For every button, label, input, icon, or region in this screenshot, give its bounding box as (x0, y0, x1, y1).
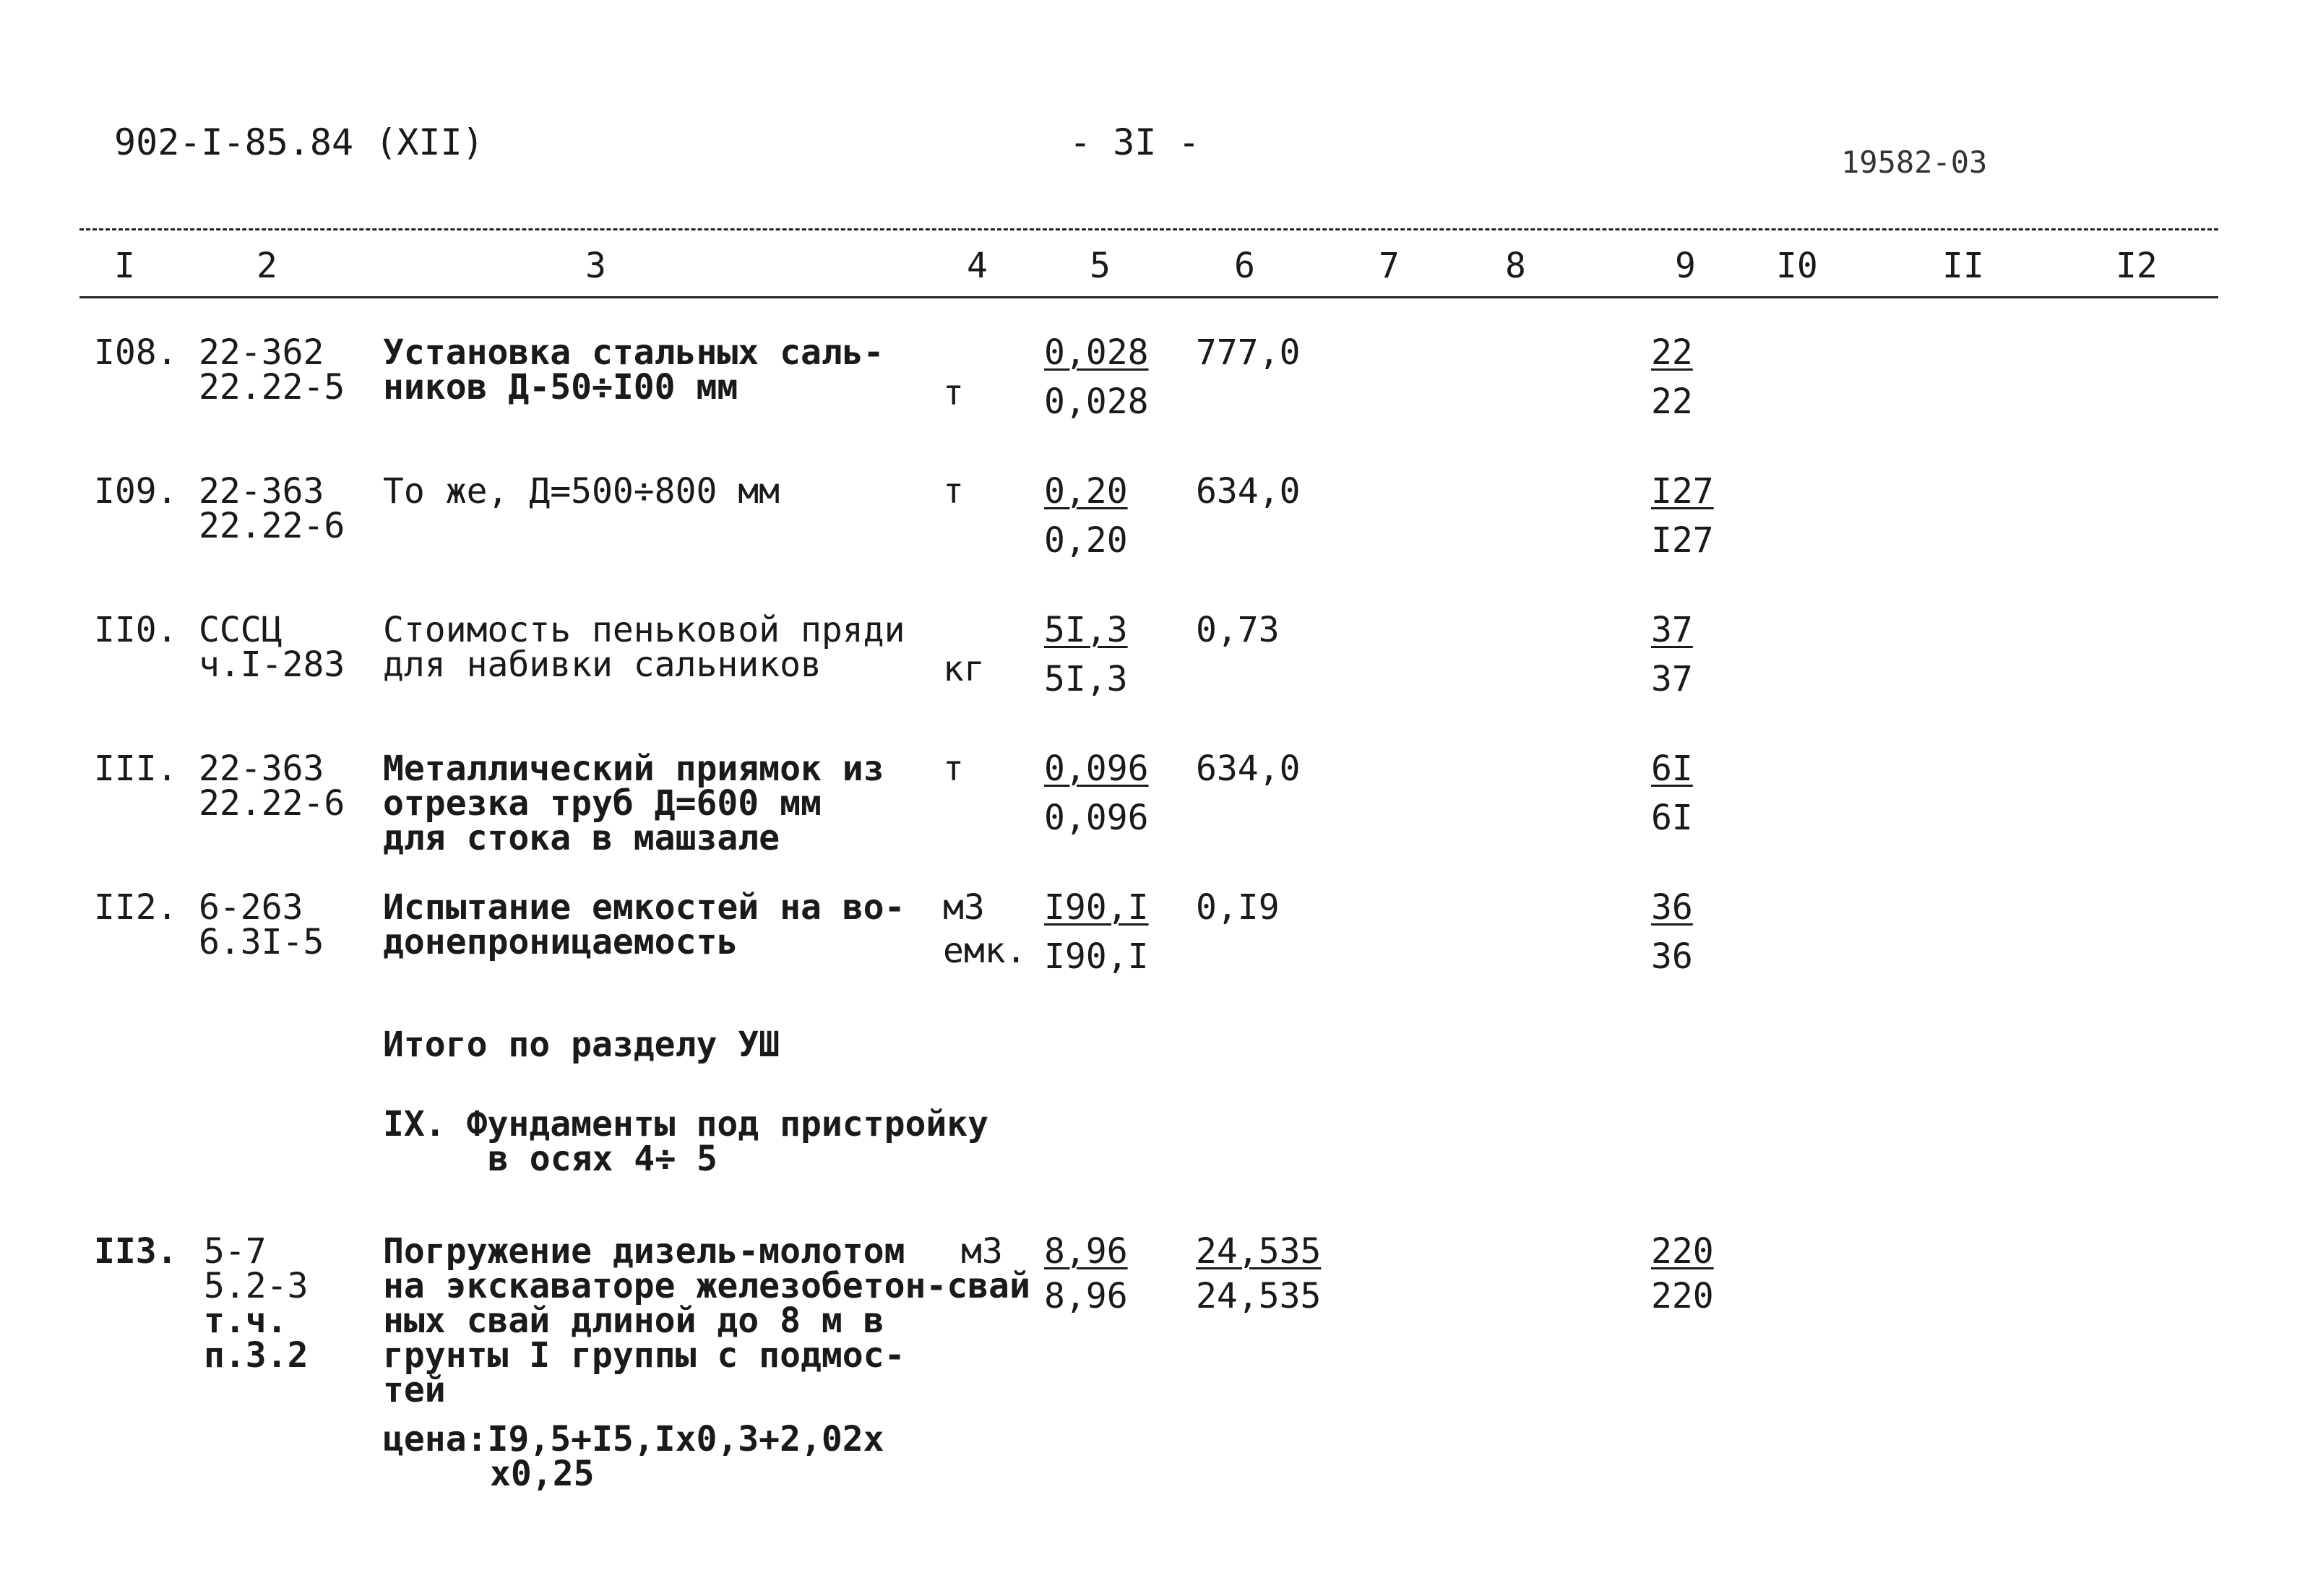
unit: емк. (943, 931, 1027, 971)
column-header: II (1942, 246, 1984, 286)
cost-denominator: 220 (1651, 1276, 1714, 1316)
norm-code: 22.22-6 (199, 506, 345, 546)
column-header: 9 (1675, 246, 1696, 286)
quantity-denominator: 5I,3 (1044, 659, 1128, 699)
norm-code: 22-363 (199, 749, 324, 789)
cost-numerator: 36 (1651, 887, 1693, 928)
cost-numerator: 22 (1651, 332, 1693, 373)
quantity-numerator: 0,20 (1044, 471, 1128, 512)
quantity-numerator: I90,I (1044, 887, 1149, 928)
norm-code: 22-363 (199, 471, 324, 512)
table-top-rule (79, 228, 2218, 230)
quantity-denominator: I90,I (1044, 936, 1149, 977)
column-header: 5 (1090, 246, 1111, 286)
section-heading: IX. Фундаменты под пристройку (383, 1104, 989, 1144)
cost-denominator: I27 (1651, 520, 1714, 561)
work-description: для стока в машзале (383, 818, 780, 858)
work-description: для набивки сальников (383, 644, 822, 685)
column-header: 8 (1505, 246, 1526, 286)
quantity-denominator: 0,028 (1044, 381, 1149, 422)
column-header: I0 (1776, 246, 1818, 286)
row-number: I08. (94, 332, 178, 373)
cost-numerator: I27 (1651, 471, 1714, 512)
norm-code: СССЦ (199, 610, 283, 650)
work-description: на экскаваторе железобетон-свай (383, 1266, 1030, 1306)
column-header: 6 (1234, 246, 1255, 286)
work-description: Испытание емкостей на во- (383, 887, 905, 928)
cost-numerator: 37 (1651, 610, 1693, 650)
unit: м3 (961, 1231, 1003, 1272)
quantity-numerator: 0,028 (1044, 332, 1149, 373)
work-description: Металлический приямок из (383, 749, 884, 789)
norm-code: 22.22-5 (199, 367, 345, 407)
quantity-numerator: 8,96 (1044, 1231, 1128, 1272)
column-header: 7 (1379, 246, 1400, 286)
norm-code: 5.2-3 (204, 1266, 309, 1306)
work-description: тей (383, 1370, 446, 1410)
table-header-rule (79, 296, 2218, 298)
norm-code: 22.22-6 (199, 783, 345, 824)
unit: т (943, 749, 964, 789)
work-description: Погружение дизель-молотом (383, 1231, 905, 1272)
work-description: отрезка труб Д=600 мм (383, 783, 822, 824)
quantity-denominator: 8,96 (1044, 1276, 1128, 1316)
norm-code: ч.I-283 (199, 644, 345, 685)
column-header: 4 (967, 246, 988, 286)
cost-denominator: 36 (1651, 936, 1693, 977)
work-description: донепроницаемость (383, 922, 738, 962)
unit-price: 0,73 (1196, 610, 1280, 650)
column-header: I (114, 246, 135, 286)
cost-denominator: 22 (1651, 381, 1693, 422)
work-description: То же, Д=500÷800 мм (383, 471, 780, 512)
quantity-denominator: 0,20 (1044, 520, 1128, 561)
unit: т (943, 373, 964, 413)
price-formula: цена:I9,5+I5,Iх0,3+2,02х (383, 1419, 884, 1459)
unit: т (943, 471, 964, 512)
unit: кг (943, 649, 985, 689)
unit-price: 777,0 (1196, 332, 1301, 373)
column-header: 2 (257, 246, 277, 286)
norm-code: 6.3I-5 (199, 922, 324, 962)
quantity-numerator: 5I,3 (1044, 610, 1128, 650)
price-formula: х0,25 (490, 1454, 595, 1494)
archive-stamp: 19582-03 (1841, 144, 1988, 180)
norm-code: 22-362 (199, 332, 324, 373)
norm-code: 5-7 (204, 1231, 267, 1272)
norm-code: т.ч. (204, 1300, 288, 1341)
unit-price: 0,I9 (1196, 887, 1280, 928)
quantity-numerator: 0,096 (1044, 749, 1149, 789)
unit-price: 634,0 (1196, 749, 1301, 789)
row-number: III. (94, 749, 178, 789)
work-description: Стоимость пеньковой пряди (383, 610, 905, 650)
work-description: грунты I группы с подмос- (383, 1335, 905, 1376)
work-description: Установка стальных саль- (383, 332, 884, 373)
document-code: 902-I-85.84 (XII) (114, 121, 484, 163)
section-total: Итого по разделу УШ (383, 1025, 780, 1065)
unit-price-denominator: 24,535 (1196, 1276, 1322, 1316)
cost-numerator: 6I (1651, 749, 1693, 789)
unit-price-numerator: 24,535 (1196, 1231, 1322, 1272)
row-number: II3. (94, 1231, 178, 1272)
unit-price: 634,0 (1196, 471, 1301, 512)
section-heading: в осях 4÷ 5 (488, 1139, 718, 1179)
column-header: I2 (2116, 246, 2158, 286)
work-description: ных свай длиной до 8 м в (383, 1300, 884, 1341)
cost-denominator: 37 (1651, 659, 1693, 699)
column-header: 3 (585, 246, 606, 286)
row-number: II2. (94, 887, 178, 928)
quantity-denominator: 0,096 (1044, 798, 1149, 838)
row-number: I09. (94, 471, 178, 512)
page-number: - 3I - (1069, 121, 1200, 163)
norm-code: 6-263 (199, 887, 303, 928)
cost-numerator: 220 (1651, 1231, 1714, 1272)
row-number: II0. (94, 610, 178, 650)
norm-code: п.3.2 (204, 1335, 309, 1376)
cost-denominator: 6I (1651, 798, 1693, 838)
unit: м3 (943, 887, 985, 928)
work-description: ников Д-50÷I00 мм (383, 367, 738, 407)
